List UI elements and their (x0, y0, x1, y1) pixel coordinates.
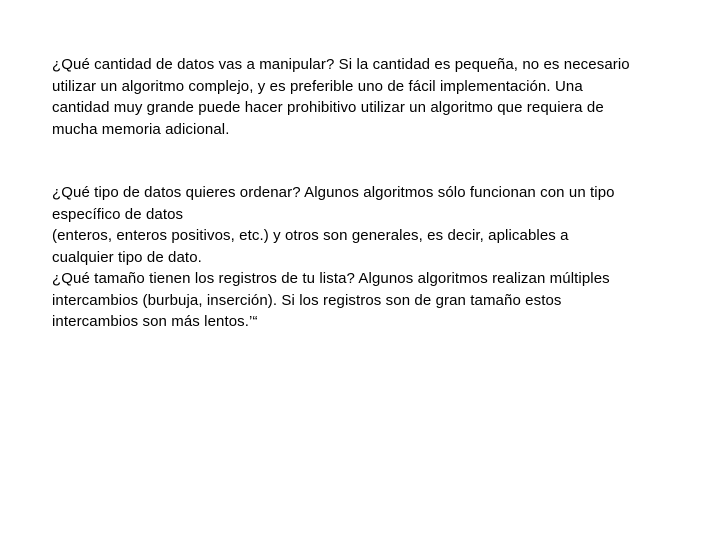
text-line: cualquier tipo de dato. (52, 248, 202, 266)
text-line: mucha memoria adicional. (52, 120, 230, 138)
text-line: ¿Qué cantidad de datos vas a manipular? Si la cantidad es pequeña, no es necesario (52, 56, 630, 73)
text-line: utilizar un algoritmo complejo, y es preferible uno de fácil implementación. Una (52, 77, 583, 95)
paragraph-data-quantity (52, 54, 672, 140)
text-line: intercambios (burbuja, inserción). Si los registros son de gran tamaño estos (52, 291, 562, 309)
text-line: ¿Qué tipo de datos quieres ordenar? Algunos algoritmos sólo funcionan con un tipo (52, 184, 615, 201)
text-line: intercambios son más lentos.’“ (52, 313, 258, 330)
paragraph-data-type-and-size (52, 182, 672, 333)
text-line: cantidad muy grande puede hacer prohibitivo utilizar un algoritmo que requiera de (52, 99, 604, 116)
text-line: ¿Qué tamaño tienen los registros de tu lista? Algunos algoritmos realizan múltiples (52, 270, 610, 287)
text-line: (enteros, enteros positivos, etc.) y otros son generales, es decir, aplicables a (52, 227, 569, 244)
text-line: específico de datos (52, 205, 184, 223)
